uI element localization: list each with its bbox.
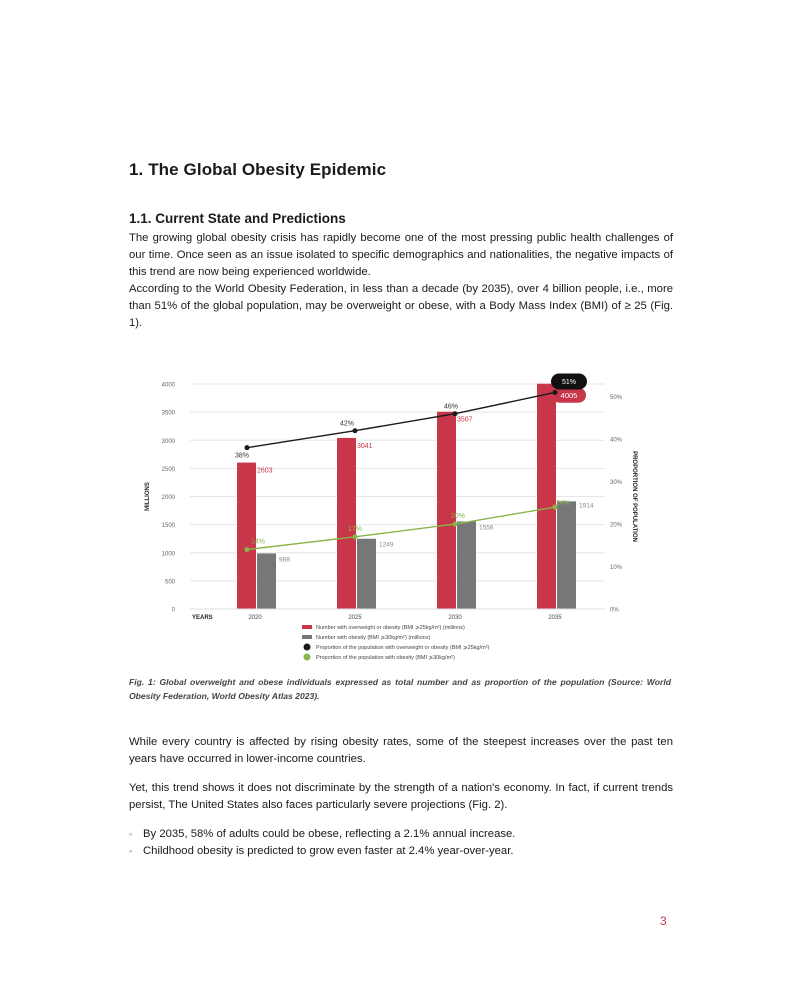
paragraph-lower-income: While every country is affected by rising obesity rates, some of the steepest increases over the past ten years have occurred in lower-income countries. — [129, 736, 673, 765]
page-number: 3 — [660, 914, 667, 928]
y-tick-label: 2000 — [161, 495, 175, 501]
legend-swatch-icon — [304, 644, 311, 651]
bar-label-overweight: 4005 — [560, 391, 578, 401]
legend-swatch-icon — [302, 635, 312, 639]
x-tick-label: 2025 — [348, 615, 362, 621]
bar-overweight — [537, 384, 556, 609]
bar-obesity — [457, 521, 476, 609]
y-axis-label: MILLIONS — [145, 482, 151, 511]
bullet-marker-icon: ◦ — [129, 829, 133, 839]
x-axis-label: YEARS — [192, 615, 213, 621]
x-tick-label: 2035 — [548, 615, 562, 621]
y-tick-label: 3000 — [161, 438, 175, 445]
bar-label-obesity: 1556 — [479, 524, 494, 532]
x-tick-label: 2020 — [248, 615, 262, 621]
legend-label: Proportion of the population with obesity (BMI ⩾30kg/m²) — [316, 655, 455, 661]
y2-tick-label: 50% — [610, 395, 623, 402]
y2-tick-label: 0% — [610, 607, 619, 614]
bar-label-overweight: 3041 — [357, 442, 373, 450]
overweight-proportion-line — [247, 392, 555, 447]
legend-label: Number with obesity (BMI ⩾30kg/m²) (millions) — [316, 635, 431, 641]
overweight-proportion-point — [353, 428, 358, 433]
overweight-proportion-point — [453, 411, 458, 416]
bar-obesity — [357, 539, 376, 609]
obesity-proportion-line — [247, 507, 555, 549]
bullet-text: Childhood obesity is predicted to grow even faster at 2.4% year-over-year. — [143, 845, 514, 857]
bullet-list — [129, 826, 515, 860]
obesity-chart — [140, 355, 660, 665]
line-label-obesity: 20% — [450, 513, 466, 521]
bar-overweight — [337, 438, 356, 609]
bar-label-obesity: 1914 — [579, 502, 594, 510]
bullet-marker-icon: ◦ — [129, 846, 133, 856]
legend-label: Proportion of the population with overweight or obesity (BMI ⩾25kg/m²) — [316, 645, 490, 651]
y2-tick-label: 10% — [610, 565, 623, 572]
figure-caption: Fig. 1: Global overweight and obese individuals expressed as total number and as proportion of the population (Source: World Obesity Federation, World Obesity Atlas 2023). — [129, 677, 671, 701]
bar-label-obesity: 988 — [279, 556, 290, 564]
paragraph-prediction: According to the World Obesity Federation, in less than a decade (by 2035), over 4 billion people, i.e., more than 51% of the global population, may be overweight or obese, with a Body Mass Index (BMI) of ≥ 25 (Fig. 1). — [129, 283, 673, 329]
line-label-obesity: 24% — [555, 500, 571, 508]
y2-tick-label: 20% — [610, 522, 623, 529]
y2-tick-label: 30% — [610, 480, 623, 487]
legend-swatch-icon — [302, 625, 312, 629]
bar-overweight — [437, 412, 456, 609]
bar-overweight — [237, 463, 256, 609]
y-tick-label: 4000 — [161, 382, 175, 389]
subsection-heading: 1.1. Current State and Predictions — [129, 211, 346, 226]
x-tick-label: 2030 — [448, 615, 462, 621]
y2-tick-label: 40% — [610, 437, 623, 444]
paragraph-intro: The growing global obesity crisis has rapidly become one of the most pressing public health challenges of our time. Once seen as an issue isolated to specific demographics and nationalities, the negative impacts of this trend are now being experienced worldwide. — [129, 232, 673, 278]
bar-label-overweight: 3507 — [457, 416, 473, 424]
line-label-obesity: 17% — [347, 525, 363, 533]
bullet-item — [129, 843, 515, 860]
bar-obesity — [557, 501, 576, 609]
bar-label-obesity: 1249 — [379, 541, 394, 549]
y-tick-label: 0 — [171, 607, 175, 614]
y-tick-label: 1500 — [161, 523, 175, 530]
overweight-proportion-point — [553, 390, 558, 395]
paragraph-us-projections: Yet, this trend shows it does not discriminate by the strength of a nation's economy. In fact, if current trends persist, The United States also faces particularly severe projections (Fig. 2). — [129, 782, 673, 811]
line-label-overweight: 42% — [339, 420, 355, 428]
line-label-overweight: 38% — [234, 452, 250, 460]
y-tick-label: 500 — [164, 579, 175, 586]
y2-axis-label: PROPORTION OF POPULATION — [631, 451, 637, 542]
line-label-overweight: 51% — [561, 378, 577, 386]
bar-label-overweight: 2603 — [257, 467, 273, 475]
line-label-obesity: 14% — [250, 538, 266, 546]
obesity-proportion-point — [453, 522, 458, 527]
obesity-proportion-point — [353, 534, 358, 539]
y-tick-label: 1000 — [161, 551, 175, 558]
legend-swatch-icon — [304, 654, 311, 661]
y-tick-label: 2500 — [161, 466, 175, 473]
legend-label: Number with overweight or obesity (BMI ⩾25kg/m²) (millions) — [316, 625, 465, 631]
bar-obesity — [257, 553, 276, 609]
overweight-proportion-point — [245, 445, 250, 450]
y-tick-label: 3500 — [161, 410, 175, 417]
section-heading: 1. The Global Obesity Epidemic — [129, 160, 387, 179]
bullet-item — [129, 826, 515, 843]
line-label-overweight: 46% — [443, 403, 459, 411]
obesity-proportion-point — [245, 547, 250, 552]
bullet-text: By 2035, 58% of adults could be obese, reflecting a 2.1% annual increase. — [143, 828, 516, 840]
